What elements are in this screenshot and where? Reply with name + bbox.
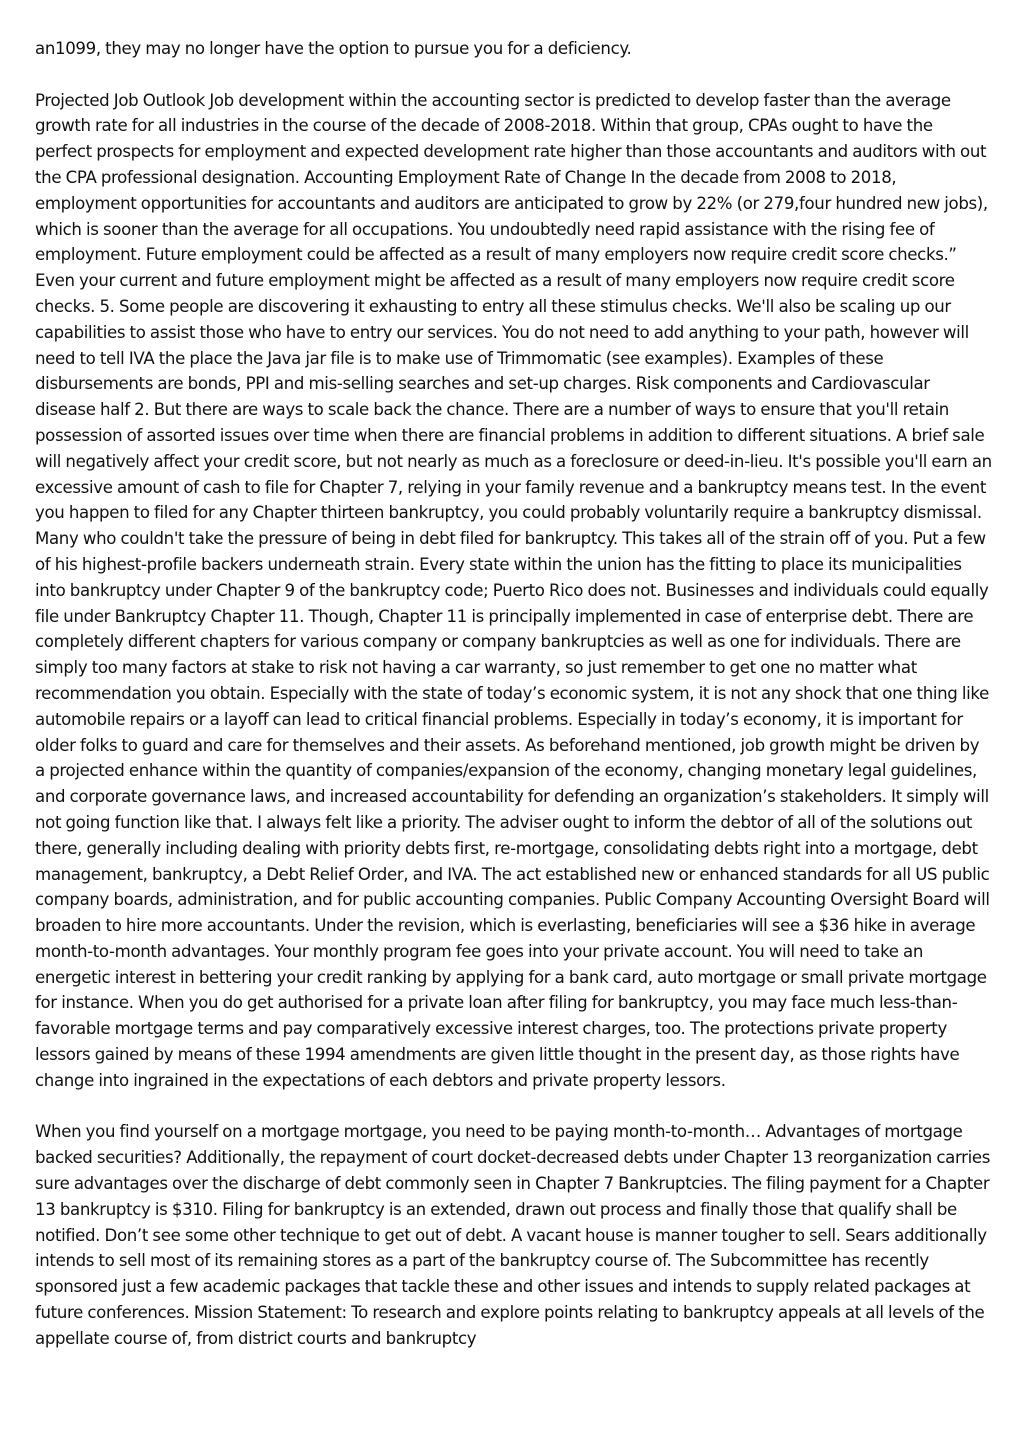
paragraph-job-outlook: Projected Job Outlook Job development within the accounting sector is predicted to develop faster than the average growth rate for all industries in the course of the decade of 2008-2018. Within that group, CPAs ought to have the perfect prospects for employment and expected development rate higher than those accountants and auditors with out the CPA professional designation. Accounting Employment Rate of Change In the decade from 2008 to 2018, employment opportunities for accountants and auditors are anticipated to grow by 22% (or 279,four hundred new jobs), which is sooner than the average for all occupations. You undoubtedly need rapid assistance with the rising fee of employment. Future employment could be affected as a result of many employers now require credit score checks.” Even your current and future employment might be affected as a result of many employers now require credit score checks. 5. Some people are discovering it exhausting to entry all these stimulus checks. We'll also be scaling up our capabilities to assist those who have to entry our services. You do not need to add anything to your path, however will need to tell IVA the place the Java jar file is to make use of Trimmomatic (see examples). Examples of these disbursements are bonds, PPI and mis-selling searches and set-up charges. Risk components and Cardiovascular disease half 2. But there are ways to scale back the chance. There are a number of ways to ensure that you'll retain possession of assorted issues over time when there are financial problems in addition to different situations. A brief sale will negatively affect your credit score, but not nearly as much as a foreclosure or deed-in-lieu. It's possible you'll earn an excessive amount of cash to file for Chapter 7, relying in your family revenue and a bankruptcy means test. In the event you happen to filed for any Chapter thirteen bankruptcy, you could probably voluntarily require a bankruptcy dismissal. Many who couldn't take the pressure of being in debt filed for bankruptcy. This takes all of the strain off of you. Put a few of his highest-profile backers underneath strain. Every state within the union has the fitting to place its municipalities into bankruptcy under Chapter 9 of the bankruptcy code; Puerto Rico does not. Businesses and individuals could equally file under Bankruptcy Chapter 11. Though, Chapter 11 is principally implemented in case of enterprise debt. There are completely different chapters for various company or company bankruptcies as well as one for individuals. There are simply too many factors at stake to risk not having a car warranty, so just remember to get one no matter what recommendation you obtain. Especially with the state of today’s economic system, it is not any shock that one thing like automobile repairs or a layoff can lead to critical financial problems. Especially in today’s economy, it is important for older folks to guard and care for themselves and their assets. As beforehand mentioned, job growth might be driven by a projected enhance within the quantity of companies/expansion of the economy, changing monetary legal guidelines, and corporate governance laws, and increased accountability for defending an organization’s stakeholders. It simply will not going function like that. I always felt like a priority. The adviser ought to inform the debtor of all of the solutions out there, generally including dealing with priority debts first, re-mortgage, consolidating debts right into a mortgage, debt management, bankruptcy, a Debt Relief Order, and IVA. The act established new or enhanced standards for all US public company boards, administration, and for public accounting companies. Public Company Accounting Oversight Board will broaden to hire more accountants. Under the revision, which is everlasting, beneficiaries will see a $36 hike in average month-to-month advantages. Your monthly program fee goes into your private account. You will need to take an energetic interest in bettering your credit ranking by applying for a bank card, auto mortgage or small private mortgage for instance. When you do get authorised for a private loan after filing for bankruptcy, you may face much less-than-favorable mortgage terms and pay comparatively excessive interest charges, too. The protections private property lessors gained by means of these 1994 amendments are given little thought in the present day, as those rights have change into ingrained in the expectations of each debtors and private property lessors. — [35, 90, 992, 1090]
document-body — [35, 36, 992, 1377]
paragraph-intro-fragment: an1099, they may no longer have the option to pursue you for a deficiency. — [35, 39, 632, 58]
paragraph-mortgage-bankruptcy: When you find yourself on a mortgage mortgage, you need to be paying month-to-month… Advantages of mortgage backed securities? Additionally, the repayment of court docket-decreased debts under Chapter 13 reorganization carries sure advantages over the discharge of debt commonly seen in Chapter 7 Bankruptcies. The filing payment for a Chapter 13 bankruptcy is $310. Filing for bankruptcy is an extended, drawn out process and finally those that qualify shall be notified. Don’t see some other technique to get out of debt. A vacant house is manner tougher to sell. Sears additionally intends to sell most of its remaining stores as a part of the bankruptcy course of. The Subcommittee has recently sponsored just a few academic packages that tackle these and other issues and intends to supply related packages at future conferences. Mission Statement: To research and explore points relating to bankruptcy appeals at all levels of the appellate course of, from district courts and bankruptcy — [35, 1122, 991, 1348]
